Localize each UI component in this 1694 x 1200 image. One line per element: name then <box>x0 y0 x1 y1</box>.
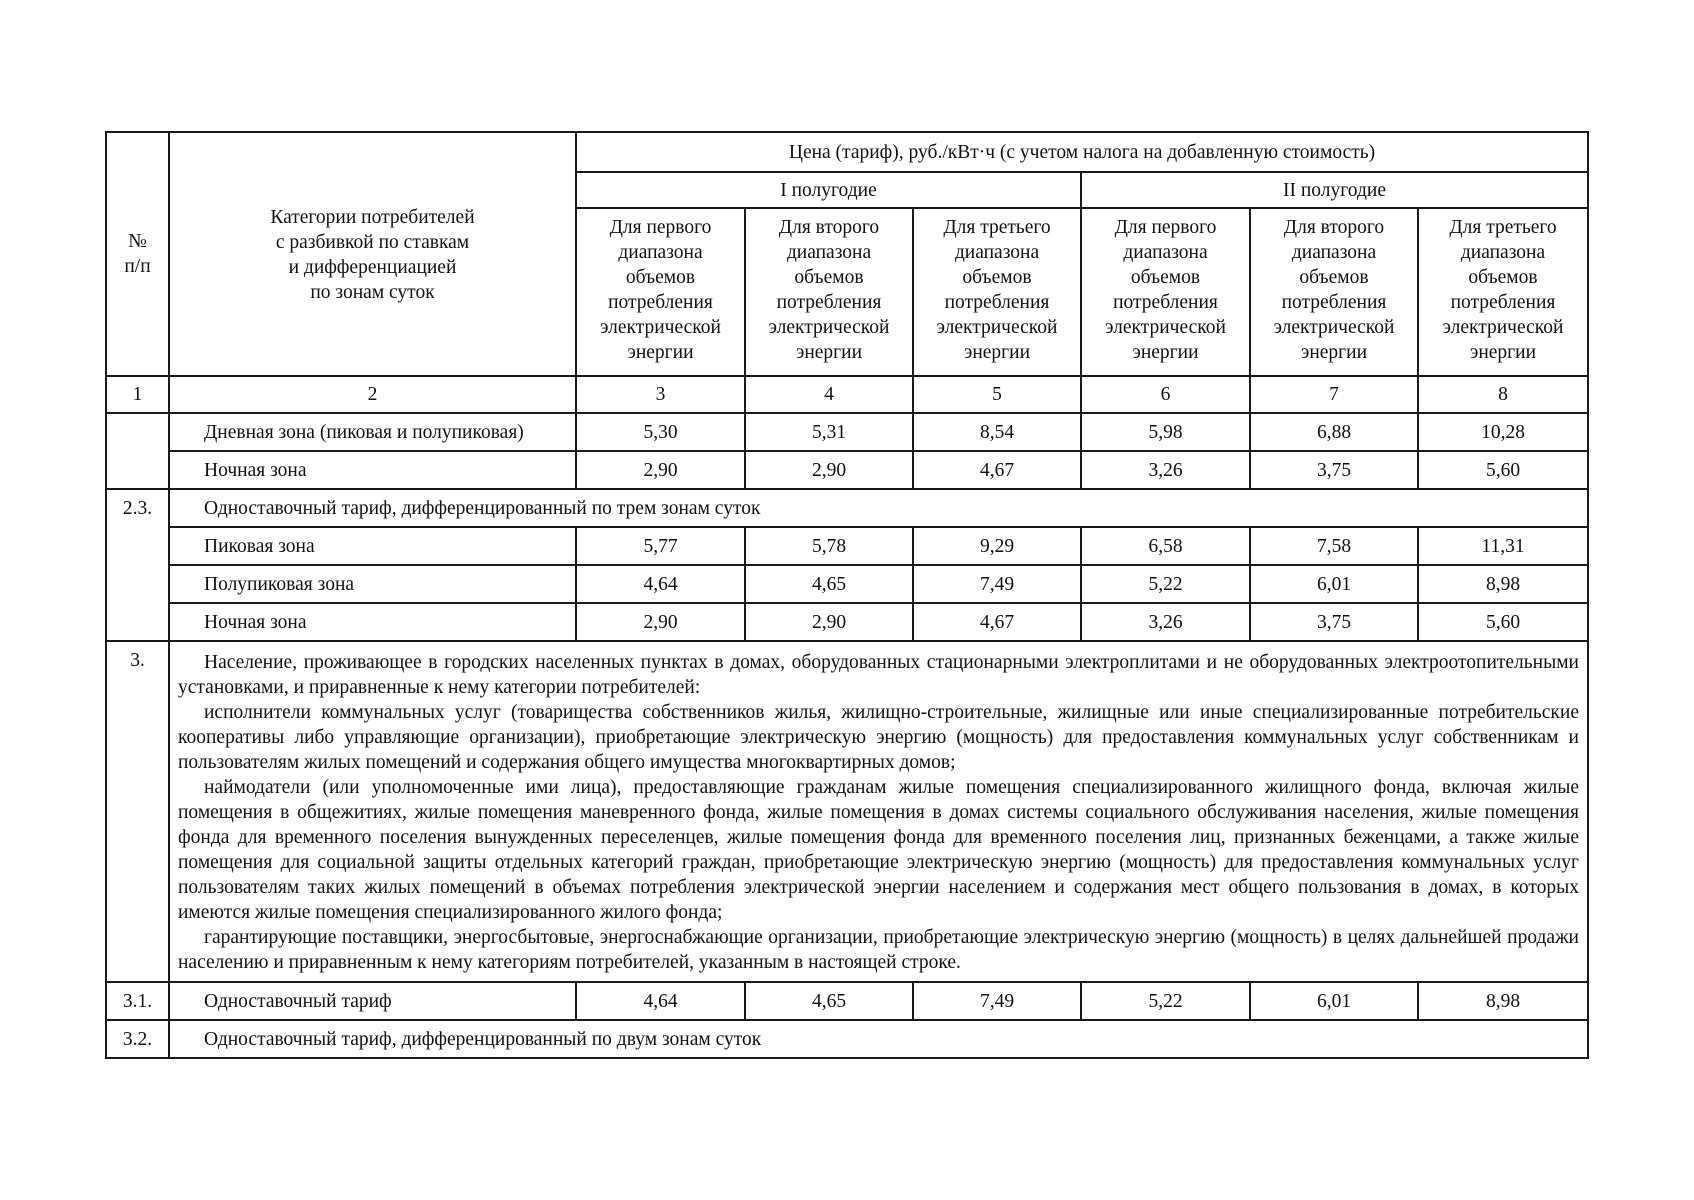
header-range-second-h2: Для второго диапазона объемов потребления электрической энергии <box>1250 208 1418 376</box>
tariff-value: 4,67 <box>913 451 1081 489</box>
row-label: Полупиковая зона <box>169 565 576 603</box>
tariff-value: 5,31 <box>745 413 913 451</box>
header-category-line: Категории потребителей <box>270 207 475 228</box>
row-label: Пиковая зона <box>169 527 576 565</box>
row-label: Дневная зона (пиковая и полупиковая) <box>169 413 576 451</box>
row-label: Ночная зона <box>169 451 576 489</box>
header-range-second-h1: Для второго диапазона объемов потребления электрической энергии <box>745 208 913 376</box>
column-number: 1 <box>106 376 169 413</box>
tariff-value: 4,65 <box>745 565 913 603</box>
header-category-col <box>169 132 576 376</box>
header-range-third-h2: Для третьего диапазона объемов потребления электрической энергии <box>1418 208 1588 376</box>
tariff-value: 4,65 <box>745 982 913 1020</box>
row-number: 3.1. <box>106 982 169 1020</box>
tariff-value: 5,22 <box>1081 565 1250 603</box>
tariff-value: 3,26 <box>1081 451 1250 489</box>
tariff-value: 2,90 <box>745 451 913 489</box>
row-label: Ночная зона <box>169 603 576 641</box>
tariff-value: 5,77 <box>576 527 745 565</box>
column-number: 7 <box>1250 376 1418 413</box>
tariff-value: 6,01 <box>1250 565 1418 603</box>
header-range-first-h1: Для первого диапазона объемов потребления электрической энергии <box>576 208 745 376</box>
header-half-1: I полугодие <box>576 172 1081 208</box>
tariff-value: 4,64 <box>576 565 745 603</box>
row-number: 3.2. <box>106 1020 169 1058</box>
tariff-value: 5,22 <box>1081 982 1250 1020</box>
table-row <box>106 1020 1588 1058</box>
tariff-value: 11,31 <box>1418 527 1588 565</box>
tariff-value: 3,75 <box>1250 451 1418 489</box>
tariff-value: 2,90 <box>576 451 745 489</box>
section-title: Одноставочный тариф, дифференцированный по двум зонам суток <box>169 1020 1588 1058</box>
column-number: 5 <box>913 376 1081 413</box>
tariff-value: 5,60 <box>1418 603 1588 641</box>
header-range-first-h2: Для первого диапазона объемов потребления электрической энергии <box>1081 208 1250 376</box>
tariff-value: 4,64 <box>576 982 745 1020</box>
table-row <box>106 413 1588 451</box>
column-number: 8 <box>1418 376 1588 413</box>
tariff-value: 2,90 <box>745 603 913 641</box>
tariff-value: 9,29 <box>913 527 1081 565</box>
section-title: Одноставочный тариф, дифференцированный по трем зонам суток <box>169 489 1588 527</box>
column-number: 4 <box>745 376 913 413</box>
tariff-value: 3,26 <box>1081 603 1250 641</box>
column-number: 3 <box>576 376 745 413</box>
paragraph: исполнители коммунальных услуг (товарищества собственников жилья, жилищно-строительные, жилищные или иные специализированные потребительские кооперативы либо управляющие организации), приобретающие электрическую энергию (мощность) для предоставления коммунальных услуг собственникам и пользователям жилых помещений и содержания общего имущества многоквартирных домов; <box>178 702 1579 773</box>
tariff-value: 5,78 <box>745 527 913 565</box>
tariff-value: 6,01 <box>1250 982 1418 1020</box>
tariff-value: 5,30 <box>576 413 745 451</box>
table-row <box>106 451 1588 489</box>
tariff-value: 6,58 <box>1081 527 1250 565</box>
tariff-value: 8,54 <box>913 413 1081 451</box>
header-price-title: Цена (тариф), руб./кВт·ч (с учетом налога на добавленную стоимость) <box>576 132 1588 172</box>
header-category-line: по зонам суток <box>310 282 435 303</box>
tariff-value: 6,88 <box>1250 413 1418 451</box>
row-number-empty <box>106 413 169 489</box>
header-range-third-h1: Для третьего диапазона объемов потребления электрической энергии <box>913 208 1081 376</box>
header-number-col <box>106 132 169 376</box>
row-number: 3. <box>106 641 169 982</box>
column-number: 6 <box>1081 376 1250 413</box>
tariff-value: 7,58 <box>1250 527 1418 565</box>
tariff-value: 5,98 <box>1081 413 1250 451</box>
tariff-value: 5,60 <box>1418 451 1588 489</box>
tariff-value: 10,28 <box>1418 413 1588 451</box>
row-label: Одноставочный тариф <box>169 982 576 1020</box>
tariff-value: 8,98 <box>1418 565 1588 603</box>
tariff-value: 4,67 <box>913 603 1081 641</box>
table-row <box>106 527 1588 565</box>
tariff-value: 2,90 <box>576 603 745 641</box>
column-number-row <box>106 376 1588 413</box>
section-row-3 <box>106 641 1588 982</box>
tariff-value: 8,98 <box>1418 982 1588 1020</box>
tariff-table <box>105 131 1589 1059</box>
header-no-abbr: п/п <box>124 256 151 277</box>
table-row <box>106 565 1588 603</box>
tariff-value: 7,49 <box>913 565 1081 603</box>
header-category-line: и дифференциацией <box>288 257 457 278</box>
table-row <box>106 982 1588 1020</box>
table-row <box>106 603 1588 641</box>
header-no-symbol: № <box>128 231 147 252</box>
header-half-2: II полугодие <box>1081 172 1588 208</box>
paragraph: наймодатели (или уполномоченные ими лица), предоставляющие гражданам жилые помещения специализированного жилищного фонда, включая жилые помещения в общежитиях, жилые помещения маневренного фонда, жилые помещения в домах системы социального обслуживания населения, жилые помещения фонда для временного поселения вынужденных переселенцев, жилые помещения фонда для временного поселения лиц, признанных беженцами, а также жилые помещения для социальной защиты отдельных категорий граждан, приобретающие электрическую энергию (мощность) для предоставления коммунальных услуг пользователям таких жилых помещений в объемах потребления электрической энергии населением и содержания мест общего пользования в домах, в которых имеются жилые помещения специализированного жилого фонда; <box>178 777 1579 923</box>
tariff-value: 3,75 <box>1250 603 1418 641</box>
tariff-value: 7,49 <box>913 982 1081 1020</box>
tariff-page <box>105 131 1587 1059</box>
section-3-description <box>169 641 1588 982</box>
paragraph: гарантирующие поставщики, энергосбытовые, энергоснабжающие организации, приобретающие электрическую энергию (мощность) в целях дальнейшей продажи населению и приравненным к нему категориям потребителей, указанным в настоящей строке. <box>178 927 1579 973</box>
row-number: 2.3. <box>106 489 169 641</box>
paragraph: Население, проживающее в городских населенных пунктах в домах, оборудованных стационарными электроплитами и не оборудованных электроотопительными установками, и приравненные к нему категории потребителей: <box>178 652 1579 698</box>
column-number: 2 <box>169 376 576 413</box>
header-category-line: с разбивкой по ставкам <box>275 232 470 253</box>
section-row-2-3 <box>106 489 1588 527</box>
